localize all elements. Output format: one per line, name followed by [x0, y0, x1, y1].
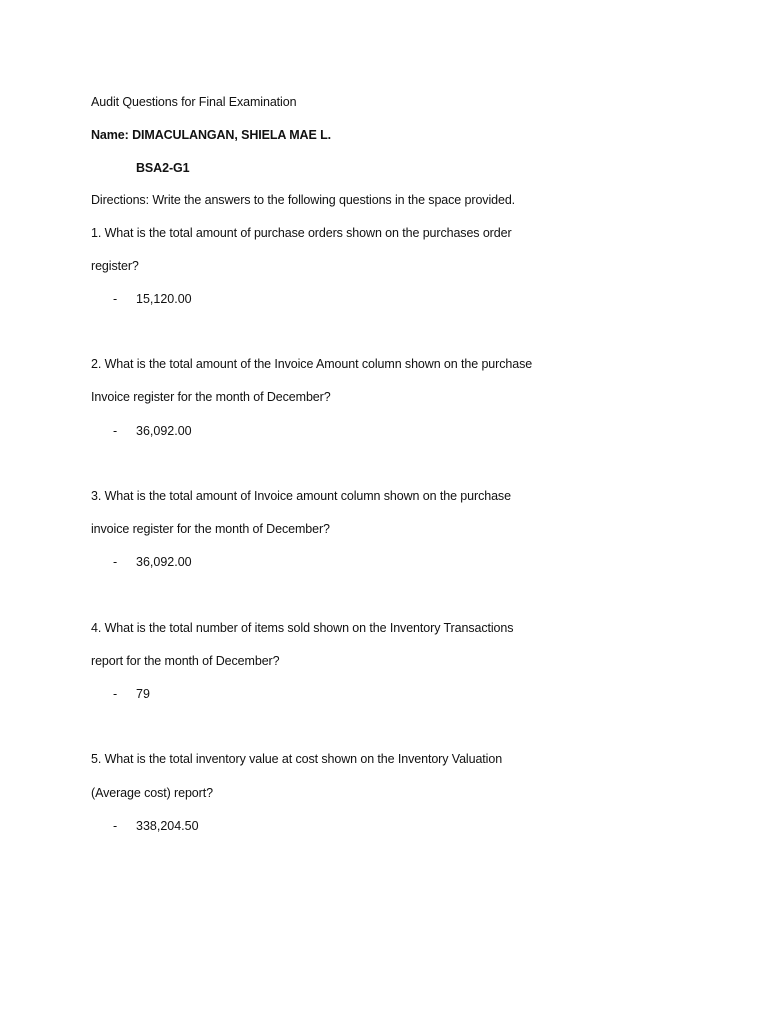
directions-line — [91, 192, 515, 208]
question-4-line-2: report for the month of December? — [91, 654, 280, 668]
question-1-line-2: register? — [91, 259, 139, 273]
answer-1-bullet: - — [113, 292, 118, 306]
answer-1-value: 15,120.00 — [136, 292, 192, 306]
question-2-line-1: 2. What is the total amount of the Invoice Amount column shown on the purchase — [91, 357, 533, 371]
question-1-line-1: 1. What is the total amount of purchase orders shown on the purchases order — [91, 226, 512, 240]
answer-3-bullet: - — [113, 555, 118, 569]
question-4-line-1: 4. What is the total number of items sold shown on the Inventory Transactions — [91, 621, 514, 635]
question-2-line-2: Invoice register for the month of December? — [91, 390, 331, 404]
answer-5-bullet: - — [113, 819, 118, 833]
answer-4-value: 79 — [136, 687, 150, 701]
student-name-line — [91, 127, 331, 143]
directions-label: Directions: — [91, 193, 149, 207]
question-5-line-1: 5. What is the total inventory value at cost shown on the Inventory Valuation — [91, 752, 503, 766]
answer-3-value: 36,092.00 — [136, 555, 192, 569]
answer-4-bullet: - — [113, 687, 118, 701]
name-value: DIMACULANGAN, SHIELA MAE L. — [132, 128, 332, 142]
section-code: BSA2-G1 — [136, 161, 190, 175]
answer-5-value: 338,204.50 — [136, 819, 199, 833]
question-3-line-2: invoice register for the month of December? — [91, 522, 330, 536]
name-label: Name: — [91, 128, 129, 142]
answer-2-value: 36,092.00 — [136, 424, 192, 438]
question-3-line-1: 3. What is the total amount of Invoice amount column shown on the purchase — [91, 489, 511, 503]
answer-2-bullet: - — [113, 424, 118, 438]
directions-text: Write the answers to the following questions in the space provided. — [152, 193, 516, 207]
question-5-line-2: (Average cost) report? — [91, 786, 213, 800]
document-title: Audit Questions for Final Examination — [91, 95, 297, 109]
